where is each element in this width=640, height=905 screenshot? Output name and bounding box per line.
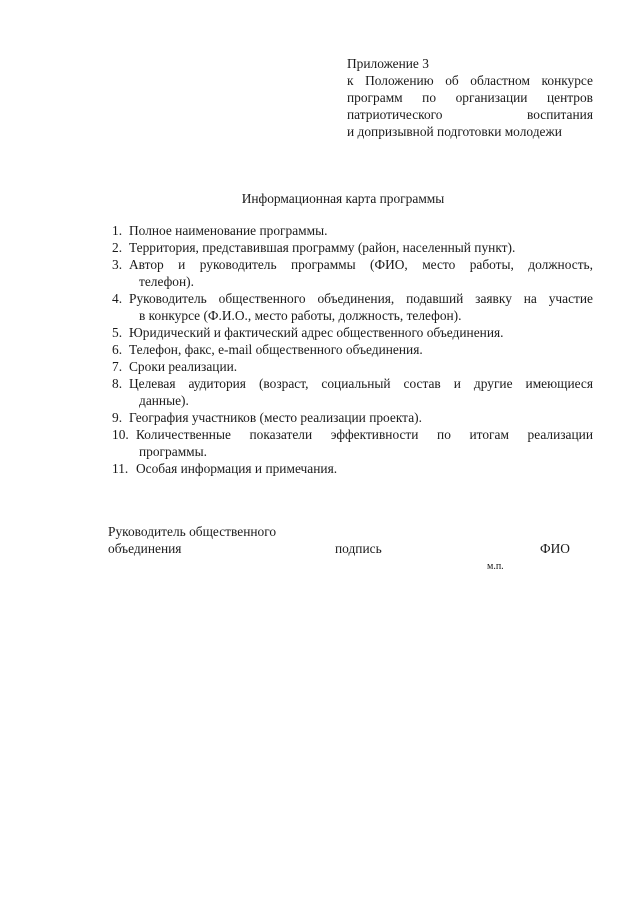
- list-item: [112, 324, 593, 341]
- appendix-line: Приложение 3: [347, 56, 429, 71]
- item-number: 6.: [112, 342, 123, 357]
- document-title: Информационная карта программы: [241, 191, 445, 206]
- item-text: Особая информация и примечания.: [136, 461, 338, 476]
- list-item: [112, 409, 593, 426]
- item-text-continued: программы.: [139, 444, 207, 459]
- item-number: 7.: [112, 359, 123, 374]
- list-item: [112, 239, 593, 256]
- appendix-line: патриотического воспитания: [347, 107, 593, 122]
- item-number: 1.: [112, 223, 123, 238]
- item-text-continued: телефон).: [139, 274, 194, 289]
- item-number: 3.: [112, 257, 123, 272]
- appendix-header: [347, 55, 593, 140]
- list-item: [112, 222, 593, 239]
- signatory-role: Руководитель общественного: [108, 524, 277, 539]
- list-item: [112, 358, 593, 375]
- seal-label: м.п.: [487, 561, 504, 572]
- list-item: [112, 460, 593, 477]
- item-text: Полное наименование программы.: [129, 223, 328, 238]
- item-number: 2.: [112, 240, 123, 255]
- item-text: Юридический и фактический адрес общественного объединения.: [129, 325, 504, 340]
- item-text: Сроки реализации.: [129, 359, 238, 374]
- item-number: 11.: [112, 461, 129, 476]
- item-text-continued: данные).: [139, 393, 189, 408]
- item-number: 5.: [112, 325, 123, 340]
- item-text: Количественные показатели эффективности по итогам реализации: [136, 427, 593, 442]
- signature-block: [108, 523, 578, 583]
- appendix-line: к Положению об областном конкурсе: [347, 73, 593, 88]
- item-number: 9.: [112, 410, 123, 425]
- item-text: Автор и руководитель программы (ФИО, место работы, должность,: [129, 257, 593, 272]
- item-number: 4.: [112, 291, 123, 306]
- item-text: Руководитель общественного объединения, подавший заявку на участие: [129, 291, 593, 306]
- list-item: [112, 426, 593, 460]
- item-text: Целевая аудитория (возраст, социальный состав и другие имеющиеся: [129, 376, 593, 391]
- info-card-list: [112, 222, 593, 477]
- item-number: 8.: [112, 376, 123, 391]
- signature-label: подпись: [335, 541, 382, 556]
- appendix-line: и допризывной подготовки молодежи: [347, 124, 562, 139]
- item-text: Территория, представившая программу (район, населенный пункт).: [129, 240, 516, 255]
- item-number: 10.: [112, 427, 129, 442]
- appendix-line: программ по организации центров: [347, 90, 593, 105]
- list-item: [112, 341, 593, 358]
- item-text: География участников (место реализации проекта).: [129, 410, 422, 425]
- item-text-continued: в конкурсе (Ф.И.О., место работы, должность, телефон).: [139, 308, 462, 323]
- list-item: [112, 256, 593, 290]
- name-label: ФИО: [540, 541, 570, 556]
- list-item: [112, 290, 593, 324]
- signatory-role-continued: объединения: [108, 541, 182, 556]
- item-text: Телефон, факс, e-mail общественного объединения.: [129, 342, 423, 357]
- list-item: [112, 375, 593, 409]
